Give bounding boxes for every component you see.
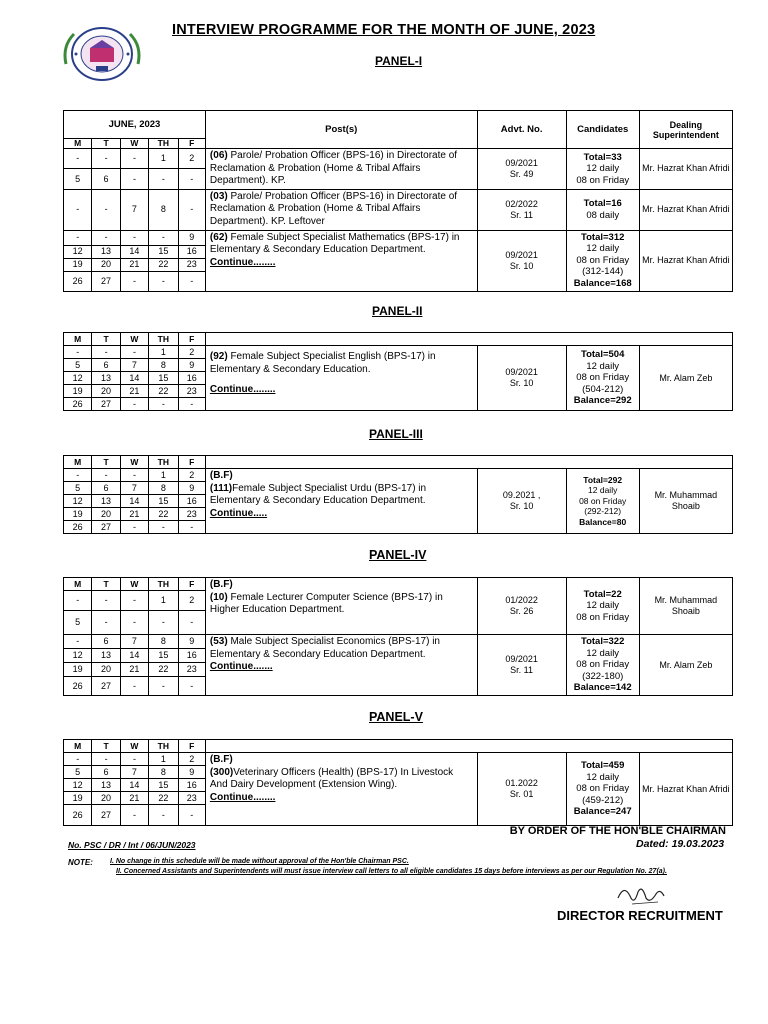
calendar-cell: 8	[149, 766, 178, 779]
calendar-cell: 23	[178, 258, 205, 271]
calendar-cell: 1	[149, 591, 178, 611]
continue-label: Continue........	[209, 256, 276, 268]
post-header: Post(s)	[205, 111, 477, 149]
calendar-cell: -	[120, 677, 148, 696]
calendar-cell: 9	[178, 230, 205, 245]
panel-title: PANEL-V	[369, 710, 423, 724]
calendar-cell: 12	[64, 649, 92, 663]
calendar-cell: -	[178, 189, 205, 230]
day-header: T	[92, 333, 120, 346]
candidates-header: Candidates	[566, 111, 639, 149]
calendar-cell: 7	[120, 635, 148, 649]
day-header: M	[64, 333, 92, 346]
calendar-cell: 6	[92, 169, 120, 189]
calendar-cell: 1	[149, 753, 178, 766]
calendar-cell: 20	[92, 385, 120, 398]
bf-label: (B.F)	[209, 579, 233, 590]
calendar-cell: 7	[120, 359, 148, 372]
candidates-cell: Total=312 12 daily 08 on Friday (312-144) Balance=168	[566, 230, 639, 291]
calendar-cell: 13	[92, 372, 120, 385]
calendar-cell: 12	[64, 372, 92, 385]
candidates-cell: Total=459 12 daily 08 on Friday (459-212) Balance=247	[566, 753, 639, 826]
calendar-cell: -	[178, 677, 205, 696]
continue-label: Continue.......	[209, 661, 273, 673]
calendar-cell: -	[64, 591, 92, 611]
signatory-title: DIRECTOR RECRUITMENT	[557, 908, 723, 923]
advt-cell: 09/2021 Sr. 10	[477, 230, 566, 291]
calendar-cell: -	[92, 469, 120, 482]
day-header: M	[64, 456, 92, 469]
calendar-cell: -	[120, 591, 148, 611]
day-header: W	[120, 456, 148, 469]
calendar-cell: 20	[92, 792, 120, 805]
calendar-cell: -	[120, 230, 148, 245]
calendar-cell: -	[64, 469, 92, 482]
calendar-cell: 8	[149, 482, 178, 495]
calendar-cell: 23	[178, 792, 205, 805]
calendar-cell: -	[178, 271, 205, 291]
calendar-cell: 1	[149, 346, 178, 359]
calendar-cell: -	[92, 149, 120, 169]
calendar-cell: 27	[92, 271, 120, 291]
day-header: F	[178, 333, 205, 346]
panel-table	[63, 110, 733, 292]
calendar-cell: 23	[178, 508, 205, 521]
calendar-cell: -	[149, 521, 178, 534]
advt-cell: 01.2022 Sr. 01	[477, 753, 566, 826]
day-header: F	[178, 740, 205, 753]
calendar-cell: -	[64, 635, 92, 649]
calendar-cell: -	[92, 230, 120, 245]
day-header: M	[64, 578, 92, 591]
calendar-cell: 21	[120, 258, 148, 271]
continue-label: Continue........	[209, 384, 276, 396]
dealing-cell: Mr. Muhammad Shoaib	[639, 469, 732, 534]
calendar-cell: -	[178, 805, 205, 826]
dealing-cell: Mr. Hazrat Khan Afridi	[639, 189, 732, 230]
calendar-cell: 5	[64, 359, 92, 372]
calendar-cell: 6	[92, 766, 120, 779]
calendar-cell: 7	[120, 766, 148, 779]
calendar-cell: 26	[64, 271, 92, 291]
calendar-cell: -	[149, 169, 178, 189]
calendar-cell: 9	[178, 359, 205, 372]
calendar-cell: 15	[149, 779, 178, 792]
candidates-cell: Total=322 12 daily 08 on Friday (322-180) Balance=142	[566, 635, 639, 696]
calendar-cell: -	[92, 346, 120, 359]
post-cell: (62) Female Subject Specialist Mathematics (BPS-17) in Elementary & Secondary Education Department. Continue........	[205, 230, 477, 291]
calendar-cell: 14	[120, 779, 148, 792]
advt-cell: 09.2021 , Sr. 10	[477, 469, 566, 534]
calendar-cell: 14	[120, 245, 148, 258]
calendar-cell: 2	[178, 753, 205, 766]
order-line: BY ORDER OF THE HON'BLE CHAIRMAN	[509, 825, 726, 837]
post-cell: (B.F) (300)Veterinary Officers (Health) (BPS-17) In Livestock And Dairy Development (Extension Wing). Continue........	[205, 753, 477, 826]
calendar-cell: 1	[149, 149, 178, 169]
calendar-cell: -	[178, 611, 205, 635]
calendar-cell: 6	[92, 635, 120, 649]
calendar-cell: -	[149, 398, 178, 411]
day-header: TH	[149, 139, 178, 149]
calendar-cell: 8	[149, 359, 178, 372]
calendar-cell: -	[64, 189, 92, 230]
candidates-cell: Total=292 12 daily 08 on Friday (292-212) Balance=80	[566, 469, 639, 534]
calendar-cell: 19	[64, 792, 92, 805]
day-header: T	[92, 456, 120, 469]
calendar-cell: 20	[92, 258, 120, 271]
panel-title: PANEL-IV	[369, 548, 427, 562]
calendar-cell: 7	[120, 482, 148, 495]
calendar-cell: -	[120, 469, 148, 482]
calendar-cell: -	[64, 149, 92, 169]
date-line: Dated: 19.03.2023	[636, 838, 725, 850]
calendar-cell: -	[92, 753, 120, 766]
calendar-cell: -	[120, 398, 148, 411]
advt-header: Advt. No.	[477, 111, 566, 149]
calendar-cell: 16	[178, 495, 205, 508]
dealing-cell: Mr. Alam Zeb	[639, 635, 732, 696]
calendar-cell: 15	[149, 495, 178, 508]
calendar-cell: 14	[120, 495, 148, 508]
dealing-cell: Mr. Muhammad Shoaib	[639, 578, 732, 635]
candidates-cell: Total=504 12 daily 08 on Friday (504-212) Balance=292	[566, 346, 639, 411]
panel-table	[63, 577, 733, 696]
calendar-cell: -	[149, 611, 178, 635]
calendar-cell: -	[92, 611, 120, 635]
note-item: I. No change in this schedule will be made without approval of the Hon'ble Chairman PSC.	[110, 858, 409, 865]
calendar-cell: 5	[64, 766, 92, 779]
calendar-cell: 2	[178, 591, 205, 611]
calendar-cell: 16	[178, 779, 205, 792]
dealing-cell: Mr. Hazrat Khan Afridi	[639, 230, 732, 291]
calendar-cell: 26	[64, 521, 92, 534]
calendar-cell: 13	[92, 245, 120, 258]
page-title: INTERVIEW PROGRAMME FOR THE MONTH OF JUNE, 2023	[172, 22, 596, 38]
calendar-cell: -	[92, 189, 120, 230]
calendar-cell: 6	[92, 482, 120, 495]
day-header: M	[64, 139, 92, 149]
post-cell: (03) Parole/ Probation Officer (BPS-16) in Directorate of Reclamation & Probation (Home & Tribal Affairs Department). KP. Leftover	[205, 189, 477, 230]
calendar-cell: 5	[64, 611, 92, 635]
calendar-cell: 19	[64, 385, 92, 398]
calendar-cell: 8	[149, 189, 178, 230]
note-item: II. Concerned Assistants and Superintendents will must issue interview call letters to all eligible candidates 15 days before interviews as per our Regulation No. 27(a).	[116, 868, 667, 875]
calendar-cell: -	[120, 271, 148, 291]
advt-cell: 09/2021 Sr. 11	[477, 635, 566, 696]
calendar-cell: 26	[64, 805, 92, 826]
calendar-cell: 13	[92, 495, 120, 508]
candidates-cell: Total=33 12 daily 08 on Friday	[566, 149, 639, 190]
calendar-cell: -	[120, 521, 148, 534]
calendar-cell: 23	[178, 385, 205, 398]
calendar-cell: 12	[64, 245, 92, 258]
bf-label: (B.F)	[209, 754, 233, 765]
panel-title: PANEL-I	[375, 54, 423, 68]
calendar-cell: 9	[178, 482, 205, 495]
calendar-cell: 7	[120, 189, 148, 230]
calendar-cell: 5	[64, 482, 92, 495]
advt-cell: 01/2022 Sr. 26	[477, 578, 566, 635]
day-header: TH	[149, 578, 178, 591]
month-header: JUNE, 2023	[64, 111, 206, 139]
calendar-cell: 21	[120, 663, 148, 677]
bf-label: (B.F)	[209, 470, 233, 481]
calendar-cell: 6	[92, 359, 120, 372]
day-header: M	[64, 740, 92, 753]
calendar-cell: -	[149, 230, 178, 245]
calendar-cell: 23	[178, 663, 205, 677]
calendar-cell: -	[64, 346, 92, 359]
calendar-cell: 16	[178, 245, 205, 258]
calendar-cell: -	[178, 521, 205, 534]
day-header: W	[120, 740, 148, 753]
day-header: W	[120, 333, 148, 346]
candidates-cell: Total=16 08 daily	[566, 189, 639, 230]
calendar-cell: 27	[92, 521, 120, 534]
calendar-cell: -	[149, 805, 178, 826]
calendar-cell: -	[178, 169, 205, 189]
calendar-cell: 2	[178, 346, 205, 359]
post-cell: (B.F) (10) Female Lecturer Computer Science (BPS-17) in Higher Education Department.	[205, 578, 477, 635]
calendar-cell: 26	[64, 398, 92, 411]
calendar-cell: 14	[120, 372, 148, 385]
calendar-cell: 19	[64, 508, 92, 521]
dealing-cell: Mr. Hazrat Khan Afridi	[639, 149, 732, 190]
continue-label: Continue........	[209, 791, 276, 803]
calendar-cell: 8	[149, 635, 178, 649]
panel-title: PANEL-III	[369, 427, 423, 441]
calendar-cell: 21	[120, 792, 148, 805]
panel-title: PANEL-II	[372, 304, 423, 318]
post-cell: (53) Male Subject Specialist Economics (BPS-17) in Elementary & Secondary Education Department. Continue.......	[205, 635, 477, 696]
calendar-cell: 16	[178, 372, 205, 385]
day-header: F	[178, 139, 205, 149]
panel-table	[63, 739, 733, 826]
calendar-cell: -	[120, 805, 148, 826]
calendar-cell: -	[64, 753, 92, 766]
calendar-cell: 2	[178, 469, 205, 482]
day-header: TH	[149, 333, 178, 346]
calendar-cell: 19	[64, 258, 92, 271]
calendar-cell: -	[149, 677, 178, 696]
calendar-cell: 1	[149, 469, 178, 482]
calendar-cell: -	[120, 753, 148, 766]
calendar-cell: 2	[178, 149, 205, 169]
calendar-cell: 20	[92, 663, 120, 677]
day-header: TH	[149, 740, 178, 753]
post-cell: (B.F) (111)Female Subject Specialist Urdu (BPS-17) in Elementary & Secondary Education Department. Continue.....	[205, 469, 477, 534]
post-cell: (92) Female Subject Specialist English (BPS-17) in Elementary & Secondary Education. Continue........	[205, 346, 477, 411]
calendar-cell: 21	[120, 385, 148, 398]
calendar-cell: 5	[64, 169, 92, 189]
calendar-cell: 22	[149, 508, 178, 521]
calendar-cell: 27	[92, 805, 120, 826]
calendar-cell: -	[178, 398, 205, 411]
psc-logo	[60, 24, 144, 82]
calendar-cell: 19	[64, 663, 92, 677]
day-header: T	[92, 578, 120, 591]
day-header: F	[178, 578, 205, 591]
calendar-cell: 15	[149, 649, 178, 663]
calendar-cell: 9	[178, 635, 205, 649]
calendar-cell: -	[92, 591, 120, 611]
advt-cell: 09/2021 Sr. 10	[477, 346, 566, 411]
candidates-cell: Total=22 12 daily 08 on Friday	[566, 578, 639, 635]
day-header: W	[120, 578, 148, 591]
calendar-cell: -	[149, 271, 178, 291]
calendar-cell: 16	[178, 649, 205, 663]
dealing-cell: Mr. Alam Zeb	[639, 346, 732, 411]
calendar-cell: -	[120, 169, 148, 189]
panel-table	[63, 455, 733, 534]
calendar-cell: -	[120, 149, 148, 169]
calendar-cell: 13	[92, 779, 120, 792]
calendar-cell: 22	[149, 258, 178, 271]
day-header: TH	[149, 456, 178, 469]
calendar-cell: -	[120, 346, 148, 359]
dealing-header: Dealing Superintendent	[639, 111, 732, 149]
post-cell: (06) Parole/ Probation Officer (BPS-16) in Directorate of Reclamation & Probation (Home & Tribal Affairs Department). KP.	[205, 149, 477, 190]
advt-cell: 02/2022 Sr. 11	[477, 189, 566, 230]
calendar-cell: 13	[92, 649, 120, 663]
calendar-cell: 12	[64, 495, 92, 508]
calendar-cell: 21	[120, 508, 148, 521]
signature	[614, 880, 668, 910]
calendar-cell: 20	[92, 508, 120, 521]
calendar-cell: 27	[92, 398, 120, 411]
dealing-cell: Mr. Hazrat Khan Afridi	[639, 753, 732, 826]
calendar-cell: 15	[149, 372, 178, 385]
advt-cell: 09/2021 Sr. 49	[477, 149, 566, 190]
calendar-cell: 22	[149, 663, 178, 677]
calendar-cell: -	[64, 230, 92, 245]
day-header: T	[92, 740, 120, 753]
calendar-cell: 15	[149, 245, 178, 258]
continue-label: Continue.....	[209, 507, 268, 519]
calendar-cell: 12	[64, 779, 92, 792]
calendar-cell: 22	[149, 385, 178, 398]
calendar-cell: 9	[178, 766, 205, 779]
calendar-cell: -	[120, 611, 148, 635]
reference-number: No. PSC / DR / Int / 06/JUN/2023	[68, 840, 196, 850]
day-header: F	[178, 456, 205, 469]
note-label: NOTE:	[68, 858, 93, 867]
calendar-cell: 27	[92, 677, 120, 696]
calendar-cell: 26	[64, 677, 92, 696]
calendar-cell: 22	[149, 792, 178, 805]
day-header: T	[92, 139, 120, 149]
day-header: W	[120, 139, 148, 149]
panel-table	[63, 332, 733, 411]
calendar-cell: 14	[120, 649, 148, 663]
